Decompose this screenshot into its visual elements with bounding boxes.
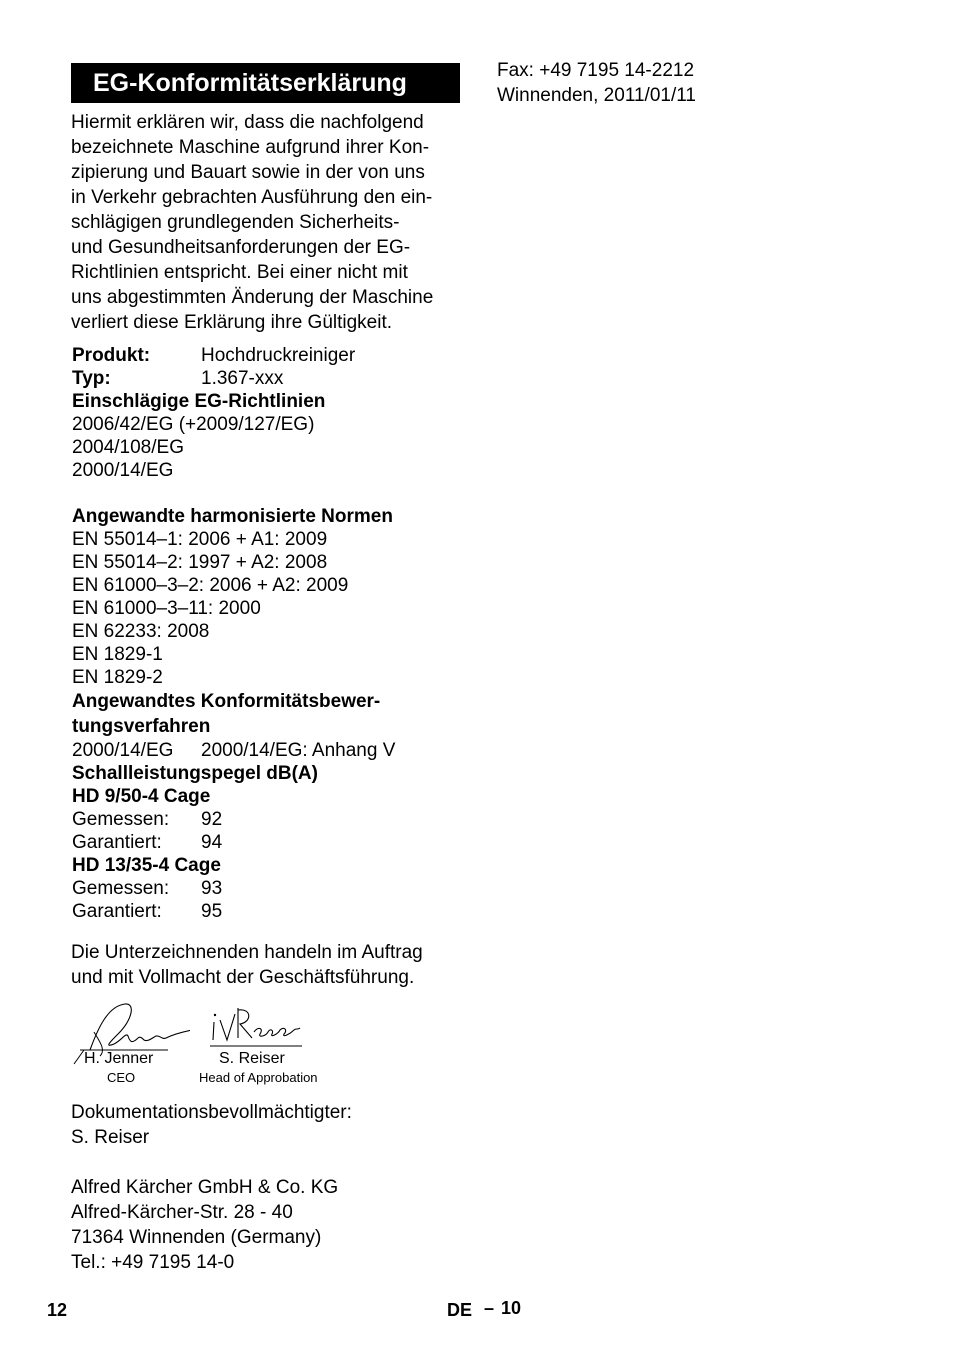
standards-heading: Angewandte harmonisierte Normen [72, 506, 393, 527]
intro-line: Hiermit erklären wir, dass die nachfolgend [71, 112, 424, 133]
standard-item: EN 1829-2 [72, 667, 163, 688]
intro-line: verliert diese Erklärung ihre Gültigkeit. [71, 312, 393, 333]
intro-line: und Gesundheitsanforderungen der EG- [71, 237, 411, 258]
guaranteed-row [72, 831, 472, 854]
conformity-row [72, 739, 472, 762]
measured-value: 92 [201, 809, 223, 830]
intro-paragraph [71, 110, 463, 335]
documentation-label: Dokumentationsbevollmächtigter: [71, 1102, 352, 1123]
guaranteed-label: Garantiert: [72, 901, 162, 922]
footer-language: DE [447, 1300, 473, 1320]
intro-line: in Verkehr gebrachten Ausführung den ein- [71, 187, 433, 208]
measured-label: Gemessen: [72, 878, 170, 899]
spacer [72, 482, 472, 505]
company-fax: Fax: +49 7195 14-2212 [497, 60, 695, 81]
type-value: 1.367-xxx [201, 368, 284, 389]
guaranteed-label: Garantiert: [72, 832, 162, 853]
standard-item: EN 61000–3–11: 2000 [72, 598, 261, 619]
guaranteed-value: 95 [201, 901, 223, 922]
standard-item: EN 1829-1 [72, 644, 163, 665]
intro-line: schlägigen grundlegenden Sicherheits- [71, 212, 400, 233]
product-row [72, 344, 472, 367]
page-title: EG-Konformitätserklärung [71, 63, 460, 103]
closing-line: und mit Vollmacht der Geschäftsführung. [71, 967, 415, 988]
directive-item: 2006/42/EG (+2009/127/EG) [72, 414, 315, 435]
intro-line: uns abgestimmten Änderung der Maschine [71, 287, 434, 308]
measured-row [72, 808, 472, 831]
product-value: Hochdruckreiniger [201, 345, 356, 366]
standard-item: EN 62233: 2008 [72, 621, 210, 642]
footer-dash: – [484, 1298, 495, 1318]
section-page-number: 10 [501, 1298, 522, 1318]
directive-item: 2000/14/EG [72, 460, 174, 481]
intro-line: zipierung und Bauart sowie in der von uns [71, 162, 425, 183]
right-column [497, 58, 817, 108]
signature-name-jenner: H. Jenner [84, 1050, 154, 1067]
company-street: Alfred-Kärcher-Str. 28 - 40 [71, 1202, 293, 1223]
model-name: HD 13/35-4 Cage [72, 855, 221, 876]
model-name: HD 9/50-4 Cage [72, 786, 211, 807]
intro-line: bezeichnete Maschine aufgrund ihrer Kon- [71, 137, 430, 158]
closing-statement [71, 940, 471, 990]
sound-heading: Schallleistungspegel dB(A) [72, 763, 318, 784]
signature-role-reiser: Head of Approbation [199, 1070, 318, 1085]
standard-item: EN 55014–2: 1997 + A2: 2008 [72, 552, 328, 573]
closing-line: Die Unterzeichnenden handeln im Auftrag [71, 942, 423, 963]
signature-reiser-image [208, 1004, 304, 1050]
directives-heading: Einschlägige EG-Richtlinien [72, 391, 326, 412]
company-name: Alfred Kärcher GmbH & Co. KG [71, 1177, 339, 1198]
standard-item: EN 55014–1: 2006 + A1: 2009 [72, 529, 328, 550]
documentation-name: S. Reiser [71, 1127, 150, 1148]
place-date: Winnenden, 2011/01/11 [497, 85, 696, 106]
page-number: 12 [47, 1300, 68, 1320]
measured-value: 93 [201, 878, 223, 899]
type-row [72, 367, 472, 390]
type-label: Typ: [72, 368, 111, 389]
conformity-directive: 2000/14/EG [72, 740, 174, 761]
documentation-block [71, 1100, 352, 1150]
company-city: 71364 Winnenden (Germany) [71, 1227, 322, 1248]
signature-name-reiser: S. Reiser [219, 1050, 285, 1067]
specification-block [72, 344, 472, 923]
company-tel: Tel.: +49 7195 14-0 [71, 1252, 235, 1273]
conformity-procedure: 2000/14/EG: Anhang V [201, 740, 396, 761]
signature-role-jenner: CEO [107, 1070, 136, 1085]
measured-row [72, 877, 472, 900]
conformity-heading-line1: Angewandtes Konformitätsbewer- [72, 691, 381, 712]
product-label: Produkt: [72, 345, 151, 366]
conformity-heading-line2: tungsverfahren [72, 716, 211, 737]
company-address [71, 1175, 338, 1275]
measured-label: Gemessen: [72, 809, 170, 830]
directive-item: 2004/108/EG [72, 437, 184, 458]
guaranteed-value: 94 [201, 832, 223, 853]
intro-line: Richtlinien entspricht. Bei einer nicht mit [71, 262, 408, 283]
guaranteed-row [72, 900, 472, 923]
standard-item: EN 61000–3–2: 2006 + A2: 2009 [72, 575, 349, 596]
